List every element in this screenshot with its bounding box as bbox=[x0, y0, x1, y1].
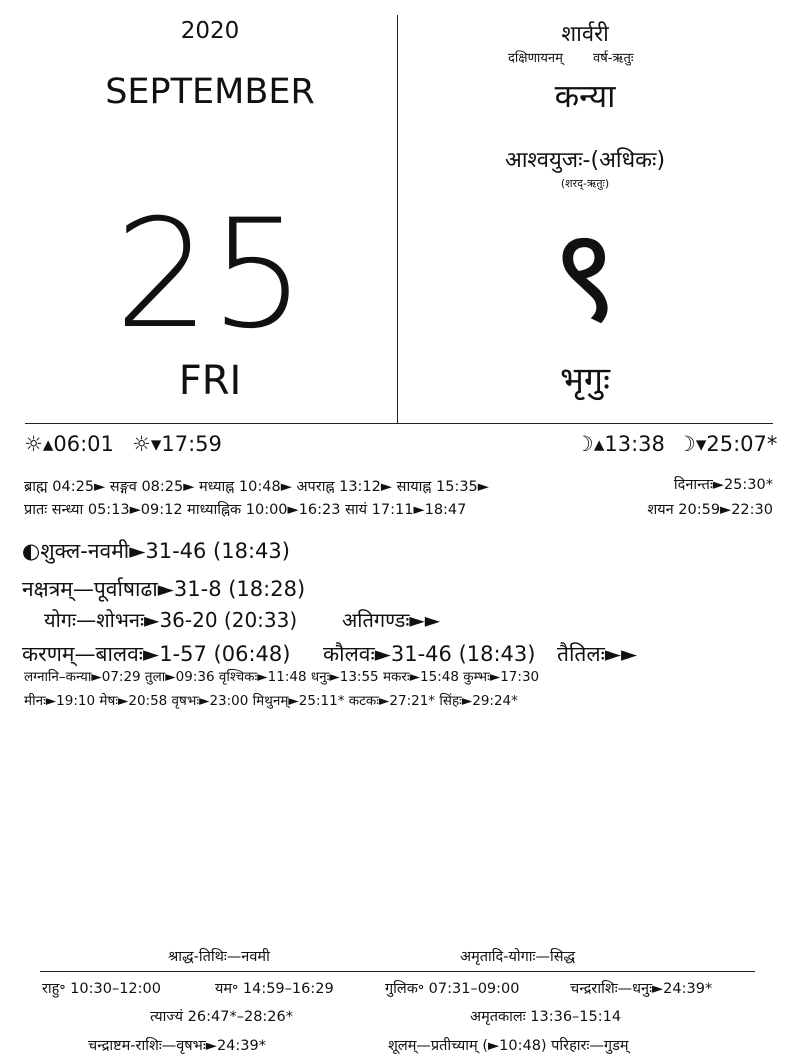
panel-divider bbox=[397, 15, 398, 423]
day-numeral: ९ bbox=[551, 199, 619, 351]
solar-month: कन्या bbox=[554, 77, 616, 115]
shoola: शूलम्—प्रतीच्याम् (►10:48) परिहारः—गुडम् bbox=[388, 1038, 629, 1054]
karana-1: करणम्—बालवः►1-57 (06:48) bbox=[22, 642, 291, 666]
nakshatra: नक्षत्रम्—पूर्वाषाढा►31-8 (18:28) bbox=[22, 577, 306, 601]
samvatsara: शार्वरी bbox=[561, 22, 609, 47]
lunar-ritu: (शरद्-ऋतुः) bbox=[560, 177, 610, 190]
karana-2: कौलवः►31-46 (18:43) bbox=[323, 642, 536, 666]
yoga-next: अतिगण्डः►► bbox=[342, 608, 441, 632]
yama-kala: यम॰ 14:59–16:29 bbox=[215, 981, 334, 997]
month: SEPTEMBER bbox=[105, 72, 315, 112]
karana-3: तैतिलः►► bbox=[557, 642, 638, 666]
ayana: दक्षिणायनम् bbox=[508, 51, 563, 66]
vaara: भृगुः bbox=[560, 360, 610, 400]
rahu-kala: राहु॰ 10:30–12:00 bbox=[42, 981, 161, 997]
day-parts-row1: ब्राह्म 04:25► सङ्गव 08:25► मध्याह्न 10:48► अपराह्न 13:12► सायाह्न 15:35► bbox=[24, 479, 489, 495]
chandra-rashi: चन्द्रराशिः—धनुः►24:39* bbox=[570, 981, 713, 997]
dinanta: दिनान्तः►25:30* bbox=[673, 477, 773, 493]
moonrise: ☽▴13:38 bbox=[575, 432, 665, 456]
weekday: FRI bbox=[178, 358, 242, 404]
ritu-label: वर्ष-ऋतुः bbox=[593, 51, 634, 66]
sunrise: ☼▴06:01 bbox=[24, 432, 114, 456]
year: 2020 bbox=[180, 18, 240, 44]
gulika-kala: गुलिक॰ 07:31–09:00 bbox=[385, 981, 520, 997]
shayana: शयन 20:59►22:30 bbox=[647, 502, 773, 518]
chandrashtama: चन्द्राष्टम-राशिः—वृषभः►24:39* bbox=[88, 1038, 266, 1054]
yoga: योगः—शोभनः►36-20 (20:33) bbox=[44, 608, 298, 632]
footer-divider bbox=[40, 971, 755, 972]
lagna-row2: मीनः►19:10 मेषः►20:58 वृषभः►23:00 मिथुनम्►25:11* कटकः►27:21* सिंहः►29:24* bbox=[24, 693, 518, 709]
day-number: 25 bbox=[114, 188, 306, 362]
tyajya: त्याज्यं 26:47*–28:26* bbox=[150, 1009, 294, 1025]
lunar-month: आश्वयुजः-(अधिकः) bbox=[504, 148, 666, 173]
top-divider bbox=[25, 423, 773, 424]
sunset: ☼▾17:59 bbox=[132, 432, 222, 456]
amrutakala: अमृतकालः 13:36–15:14 bbox=[470, 1009, 622, 1025]
shraddha-tithi: श्राद्ध-तिथिः—नवमी bbox=[168, 949, 270, 965]
moonset: ☽▾25:07* bbox=[677, 432, 778, 456]
day-parts-row2: प्रातः सन्ध्या 05:13►09:12 माध्याह्निक 10:00►16:23 सायं 17:11►18:47 bbox=[24, 502, 467, 518]
lagna-row1: लग्नानि–कन्या►07:29 तुला►09:36 वृश्चिकः►11:48 धनुः►13:55 मकरः►15:48 कुम्भः►17:30 bbox=[24, 669, 540, 685]
tithi: ◐शुक्ल-नवमी►31-46 (18:43) bbox=[22, 539, 290, 563]
amrutadi-yoga: अमृतादि-योगाः—सिद्ध bbox=[460, 949, 576, 965]
